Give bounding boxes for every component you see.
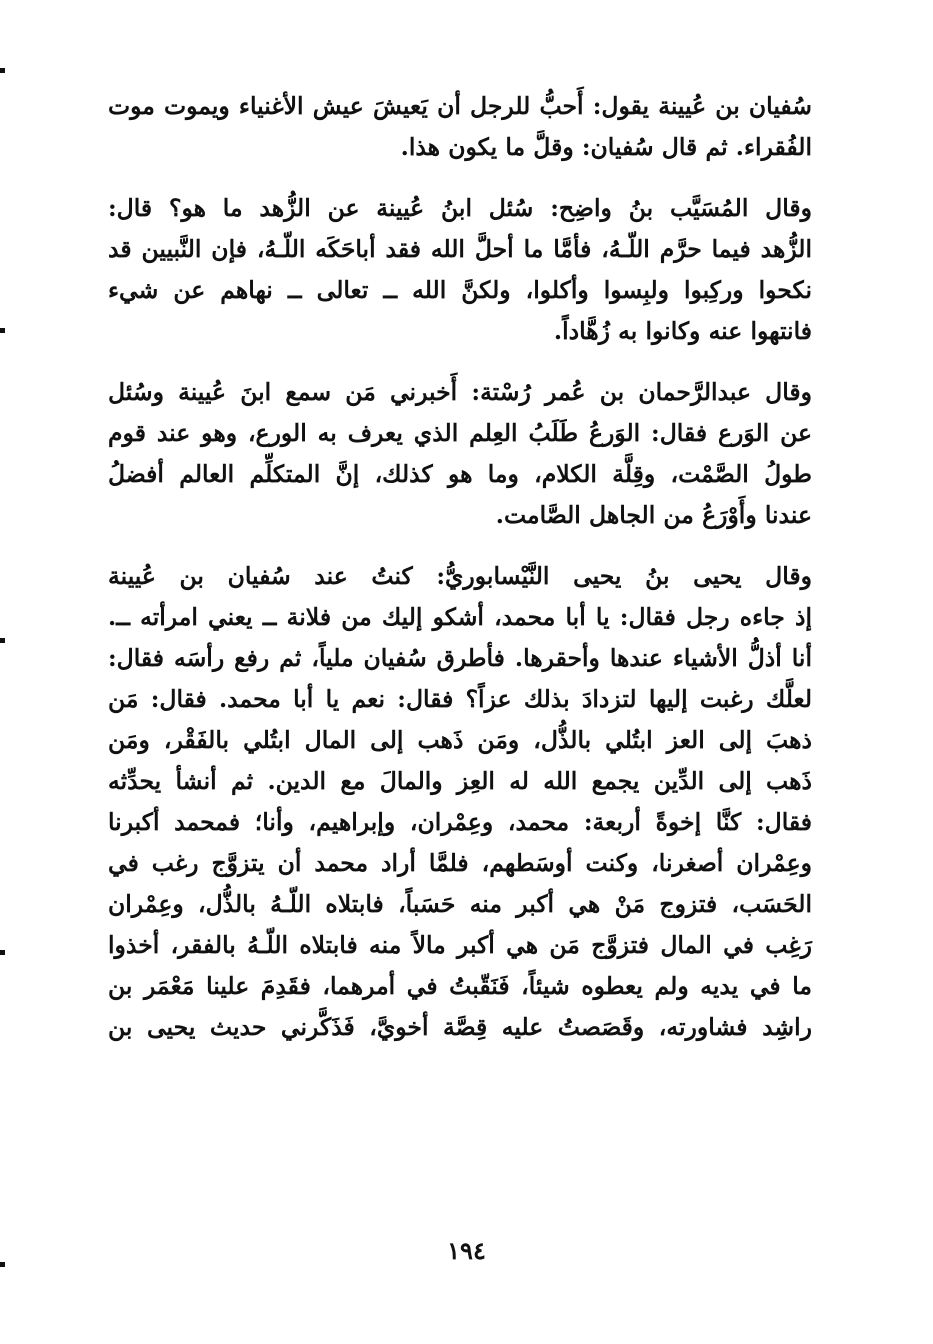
paragraph <box>108 372 812 536</box>
text-line: ذَهب إلى الدِّين يجمع الله له العِز والمالَ مع الدين. ثم أنشأ يحدِّثه <box>108 767 812 795</box>
text-line: وقال يحيى بنُ يحيى النَّيْسابوريُّ: كنتُ عند سُفيان بن عُيينة <box>108 562 812 590</box>
text-line: عندنا وأَوْرَعُ من الجاهل الصَّامت. <box>495 501 812 529</box>
paragraph <box>108 556 812 1048</box>
text-line: نكحوا وركِبوا ولبِسوا وأكلوا، ولكنَّ الله ــ تعالى ــ نهاهم عن شيء <box>108 276 812 304</box>
paragraph <box>108 86 812 168</box>
text-line: رَغِب في المال فتزوَّج مَن هي أكبر مالاً منه فابتلاه اللّـهُ بالفقر، أخذوا <box>108 931 812 959</box>
text-line: وقال المُسَيَّب بنُ واضِح: سُئل ابنُ عُيينة عن الزُّهد ما هو؟ قال: <box>108 194 812 222</box>
text-line: وقال عبدالرَّحمان بن عُمر رُسْتة: أَخبرني مَن سمع ابنَ عُيينة وسُئل <box>108 378 812 406</box>
text-line: فانتهوا عنه وكانوا به زُهَّاداً. <box>553 317 812 345</box>
text-line: أنا أذلُّ الأشياء عندها وأحقرها. فأطرق سُفيان ملياً، ثم رفع رأسَه فقال: <box>108 644 812 672</box>
text-line: وعِمْران أصغرنا، وكنت أوسَطهم، فلمَّا أراد محمد أن يتزوَّج رغب في <box>108 849 812 877</box>
text-line: راشِد فشاورته، وقَصَصتُ عليه قِصَّة أخويَّ، فَذَكَّرني حديث يحيى بن <box>108 1013 812 1041</box>
text-line: طولُ الصَّمْت، وقِلَّة الكلام، وما هو كذلك، إنَّ المتكلِّم العالم أفضلُ <box>108 460 812 488</box>
margin-mark <box>0 950 5 955</box>
margin-mark <box>0 68 5 73</box>
text-line: الفُقراء. ثم قال سُفيان: وقلَّ ما يكون هذا. <box>400 133 812 161</box>
page-number: ١٩٤ <box>447 1236 486 1265</box>
paragraph <box>108 188 812 352</box>
text-line: إذ جاءه رجل فقال: يا أبا محمد، أشكو إليك من فلانة ــ يعني امرأته ــ. <box>108 603 812 631</box>
text-line: الحَسَب، فتزوج مَنْ هي أكبر منه حَسَباً، فابتلاه اللّـهُ بالذُّل، وعِمْران <box>108 890 812 918</box>
text-line: الزُّهد فيما حرَّم اللّـهُ، فأمَّا ما أحلَّ الله فقد أباحَكَه اللّـهُ، فإن النَّبيين قد <box>108 235 812 263</box>
text-line: عن الوَرع فقال: الوَرعُ طَلَبُ العِلم الذي يعرف به الورع، وهو عند قوم <box>108 419 812 447</box>
text-line: لعلَّك رغبت إليها لتزدادَ بذلك عزاً؟ فقال: نعم يا أبا محمد. فقال: مَن <box>108 685 812 713</box>
text-line: ذهبَ إلى العز ابتُلي بالذُّل، ومَن ذَهب إلى المال ابتُلي بالفَقْر، ومَن <box>108 726 812 754</box>
margin-mark <box>0 638 5 643</box>
page-text <box>108 86 812 1068</box>
text-line: سُفيان بن عُيينة يقول: أَحبُّ للرجل أن يَعيشَ عيش الأغنياء ويموت موت <box>108 92 812 120</box>
text-line: فقال: كنَّا إخوةً أربعة: محمد، وعِمْران، وإبراهيم، وأنا؛ فمحمد أكبرنا <box>108 808 812 836</box>
text-line: ما في يديه ولم يعطوه شيئاً، فَنَقّبتُ في أمرهما، فقَدِمَ علينا مَعْمَر بن <box>108 972 812 1000</box>
margin-mark <box>0 328 5 333</box>
